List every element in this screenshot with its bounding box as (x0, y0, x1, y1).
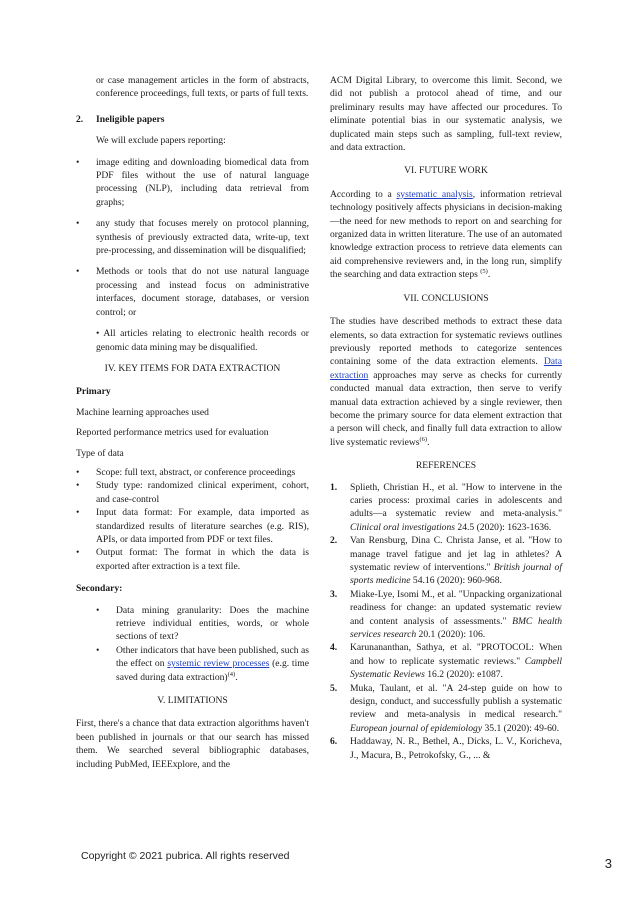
bullet-dot: • (76, 466, 80, 478)
reference-tail: 35.1 (2020): 49-60. (482, 722, 560, 734)
reference-body: Muka, Taulant, et al. "A 24-step guide on how to design, conduct, and successfully publish a systematic review and meta-analysis in medical research." (350, 682, 562, 721)
reference-body: Splieth, Christian H., et al. "How to intervene in the caries process: proximal caries in adolescents and adults—a systematic review and meta-analysis." (350, 481, 562, 520)
bullet-dot: • (76, 547, 80, 559)
data-bullet-text: Output format: The format in which the data is exported after extraction is a text file. (96, 547, 309, 572)
secondary-bullet (76, 644, 309, 684)
future-period: . (487, 269, 491, 281)
reference-text (350, 534, 562, 588)
reference-number: 6. (330, 736, 338, 748)
data-extraction-link[interactable]: Data extraction (330, 356, 562, 381)
reference-body: Van Rensburg, Dina C. Christa Janse, et al. "How to manage travel fatigue and jet lag in athletes? A systematic review of interventions." (350, 535, 562, 573)
reference-number: 5. (330, 682, 338, 694)
limitations-text: First, there's a chance that data extraction algorithms haven't been published in journals or that our search has missed them. We searched several bibliographic databases, including PubMed, IEEExplore, and the (76, 718, 309, 770)
secondary-bullet-text: Data mining granularity: Does the machine retrieve individual entities, words, or whole sections of text? (116, 604, 309, 643)
ineligible-number: 2. (76, 113, 84, 125)
bullet-dot: • (76, 507, 80, 519)
right-carry-over-text: ACM Digital Library, to overcome this limit. Second, we did not publish a protocol ahead of time, and our preliminary results may have affected our procedures. To eliminate potential bias in our systematic analysis, we duplicated main steps such as sampling, full-text review, and data extraction. (330, 75, 562, 154)
secondary-heading: Secondary: (76, 583, 123, 595)
secondary-bullet-text-b: (e.g. time saved during data extraction) (116, 658, 309, 683)
reference-item (330, 481, 562, 535)
primary-line-metrics: Reported performance metrics used for evaluation (76, 427, 269, 439)
carry-over-text: or case management articles in the form of abstracts, conference proceedings, full texts, or parts of full texts. (96, 75, 309, 100)
section4-heading: IV. KEY ITEMS FOR DATA EXTRACTION (104, 362, 281, 374)
secondary-bullet-text (116, 644, 309, 684)
left-column (76, 74, 309, 771)
copyright-footer: Copyright © 2021 pubrica. All rights reserved (81, 850, 290, 862)
reference-item (330, 588, 562, 642)
data-bullet (76, 546, 309, 573)
reference-text (350, 588, 562, 642)
reference-list (330, 481, 562, 763)
reference-item (330, 682, 562, 736)
reference-journal: Clinical oral investigations (350, 521, 455, 533)
ineligible-intro: We will exclude papers reporting: (96, 135, 226, 147)
reference-item (330, 735, 562, 762)
records-note: • All articles relating to electronic health records or genomic data mining may be disqualified. (96, 328, 309, 353)
secondary-bullet-period: . (235, 671, 238, 683)
future-text-b: , information retrieval technology positively affects physicians in decision-making—the need for new methods to report on and searching for organized data in written literature. The use of an automated knowledge extraction process to retrieve data elements can aid comprehensive reviewers and, in the long run, simplify the searching and data extraction steps (330, 188, 562, 281)
conclusions-text (330, 315, 562, 449)
exclusion-bullet (76, 265, 309, 319)
citation-6: (6) (419, 435, 428, 443)
systematic-analysis-link[interactable]: systematic analysis (396, 188, 473, 200)
reference-body: Karunananthan, Sathya, et al. "PROTOCOL: When and how to replicate systematic reviews." (350, 642, 562, 667)
bullet-dot: • (96, 604, 100, 616)
reference-body: Haddaway, N. R., Bethel, A., Dicks, L. V., Koricheva, J., Macura, B., Petrokofsky, G., ... & (350, 736, 562, 761)
bullet-dot: • (76, 480, 80, 492)
citation-5: (5) (480, 268, 488, 276)
reference-journal: Campbell Systematic Reviews (350, 655, 562, 681)
reference-tail: 54.16 (2020): 960-968. (410, 575, 502, 587)
exclusion-bullet (76, 217, 309, 257)
references-heading: REFERENCES (415, 460, 477, 472)
secondary-bullet (76, 604, 309, 644)
conclusions-text-a: The studies have described methods to extract these data elements, so data extraction for systematic reviews outlines previously reported methods to categorize sentences containing some of the data extraction elements. (330, 316, 562, 368)
conclusions-period: . (427, 436, 430, 448)
reference-body: Miake-Lye, Isomi M., et al. "Unpacking organizational readiness for change: an updated systematic review and content analysis of assessments." (350, 588, 562, 627)
ineligible-heading-row (76, 113, 309, 126)
bullet-dot: • (76, 156, 80, 168)
exclusion-bullet (76, 156, 309, 210)
exclusion-bullet-text: image editing and downloading biomedical data from PDF files without the use of natural language processing (NLP), including data retrieval from graphs; (96, 156, 309, 208)
right-column (330, 74, 562, 762)
reference-item (330, 641, 562, 681)
reference-journal: BMC health services research (350, 615, 562, 641)
data-bullet (76, 466, 309, 479)
section6-heading: VI. FUTURE WORK (404, 165, 488, 177)
bullet-dot: • (76, 266, 80, 278)
reference-tail: 20.1 (2020): 106. (416, 629, 486, 641)
reference-text (350, 481, 562, 535)
reference-journal: British journal of sports medicine (350, 562, 563, 587)
section5-heading: V. LIMITATIONS (157, 695, 228, 707)
conclusions-text-b: approaches may serve as checks for currently conducted manual data extraction, then serve to verify manual data extraction achieved by a single reviewer, then become the primary source for data element extraction that a person will check, and finally full data extraction to allow live systematic reviews (330, 369, 562, 448)
data-bullet-list (76, 466, 309, 573)
citation-4: (4) (227, 670, 236, 678)
data-bullet (76, 506, 309, 546)
reference-item (330, 534, 562, 588)
reference-text (350, 735, 562, 762)
primary-heading: Primary (76, 386, 111, 398)
systemic-review-processes-link[interactable]: systemic review processes (167, 658, 270, 670)
reference-journal: European journal of epidemiology (350, 722, 483, 734)
bullet-dot: • (76, 218, 80, 230)
data-bullet-text: Study type: randomized clinical experiment, cohort, and case-control (96, 480, 309, 505)
bullet-dot: • (96, 644, 100, 656)
future-work-text (330, 188, 562, 282)
data-bullet-text: Scope: full text, abstract, or conference proceedings (96, 466, 296, 478)
exclusion-bullet-text: Methods or tools that do not use natural language processing and instead focus on administrative interfaces, document storage, databases, or version control; or (96, 266, 309, 318)
reference-number: 3. (330, 588, 338, 600)
reference-tail: 16.2 (2020): e1087. (424, 669, 503, 681)
primary-line-ml: Machine learning approaches used (76, 406, 209, 418)
future-text-a: According to a (330, 188, 397, 200)
reference-number: 2. (330, 535, 338, 547)
ineligible-heading: Ineligible papers (96, 113, 165, 125)
reference-tail: 24.5 (2020): 1623-1636. (455, 521, 552, 533)
secondary-bullet-text-a: Other indicators that have been published, such as the effect on (116, 644, 309, 670)
reference-text (350, 682, 562, 736)
exclusion-bullet-text: any study that focuses merely on protocol planning, synthesis of previously extracted data, write-up, text pre-processing, and dissemination will be disqualified; (96, 218, 309, 257)
reference-number: 1. (330, 481, 338, 493)
data-bullet (76, 479, 309, 506)
reference-text (350, 641, 562, 681)
type-of-data: Type of data (76, 447, 124, 459)
data-bullet-text: Input data format: For example, data imported as standardized results of literature searches (e.g. RIS), APIs, or data imported from PDF or text files. (96, 507, 309, 545)
section7-heading: VII. CONCLUSIONS (403, 292, 489, 304)
page-number: 3 (604, 856, 612, 871)
reference-number: 4. (330, 642, 338, 654)
